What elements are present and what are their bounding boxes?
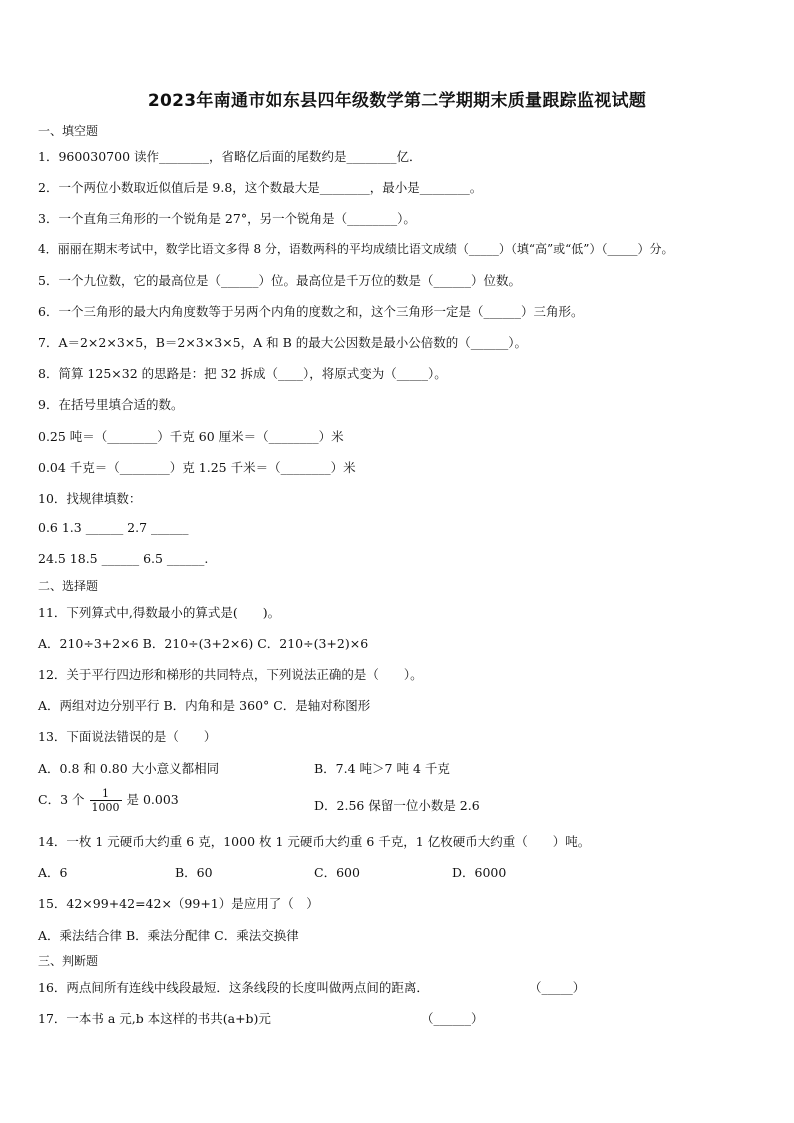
question-12-options: A．两组对边分别平行 B．内角和是 360° C．是轴对称图形: [38, 698, 371, 713]
question-3: 3．一个直角三角形的一个锐角是 27°，另一个锐角是（________）。: [38, 211, 416, 226]
question-14-option-b: B．60: [175, 865, 213, 880]
question-14-option-c: C．600: [314, 865, 360, 880]
question-10-row-1: 0.6 1.3 ______ 2.7 ______: [38, 520, 189, 535]
question-14: 14．一枚 1 元硬币大约重 6 克，1000 枚 1 元硬币大约重 6 千克，1 亿枚硬币大约重（ ）吨。: [38, 834, 591, 849]
question-9-row-1: 0.25 吨＝（________）千克 60 厘米＝（________）米: [38, 429, 344, 444]
question-10: 10．找规律填数：: [38, 491, 142, 506]
question-13-option-b: B．7.4 吨＞7 吨 4 千克: [314, 761, 450, 776]
question-10-row-2: 24.5 18.5 ______ 6.5 ______.: [38, 551, 209, 566]
question-13: 13．下面说法错误的是（ ）: [38, 729, 217, 744]
question-13-option-d: D．2.56 保留一位小数是 2.6: [314, 798, 480, 813]
question-12: 12．关于平行四边形和梯形的共同特点，下列说法正确的是（ ）。: [38, 667, 423, 682]
question-15: 15．42×99+42=42×（99+1）是应用了（ ）: [38, 896, 319, 911]
fraction-denominator: 1000: [91, 801, 120, 814]
question-6: 6．一个三角形的最大内角度数等于另两个内角的度数之和，这个三角形一定是（______）三角形。: [38, 304, 584, 319]
question-7: 7．A＝2×2×3×5，B＝2×3×3×5，A 和 B 的最大公因数是最小公倍数的（______）。: [38, 335, 528, 350]
page-title: 2023年南通市如东县四年级数学第二学期期末质量跟踪监视试题: [147, 91, 647, 111]
section-heading-fill-blank: 一、填空题: [38, 124, 99, 138]
question-16: 16．两点间所有连线中线段最短．这条线段的长度叫做两点间的距离．: [38, 980, 429, 995]
question-13-option-a: A．0.8 和 0.80 大小意义都相同: [38, 761, 220, 776]
section-heading-choice: 二、选择题: [38, 579, 99, 593]
question-13-option-c: [38, 787, 179, 814]
fraction-numerator: 1: [102, 787, 109, 800]
question-1: 1．960030700 读作________，省略亿后面的尾数约是________亿．: [38, 149, 422, 164]
question-14-option-a: A．6: [38, 865, 68, 880]
question-9: 9．在括号里填合适的数。: [38, 397, 184, 412]
question-17: 17．一本书 a 元,b 本这样的书共(a+b)元: [38, 1011, 271, 1026]
question-5: 5．一个九位数，它的最高位是（______）位。最高位是千万位的数是（______）位数。: [38, 273, 521, 288]
question-16-answer-blank: （_____）: [529, 980, 586, 995]
option-c-suffix: 是 0.003: [126, 792, 179, 807]
question-15-options: A．乘法结合律 B．乘法分配律 C．乘法交换律: [38, 928, 299, 943]
question-8: 8．简算 125×32 的思路是：把 32 拆成（____），将原式变为（_____）。: [38, 366, 447, 381]
question-4: 4．丽丽在期末考试中，数学比语文多得 8 分，语数两科的平均成绩比语文成绩（_____）（填“高”或“低”）（_____）分。: [38, 242, 674, 256]
question-17-answer-blank: （______）: [421, 1011, 484, 1026]
option-c-prefix: C．3 个: [38, 792, 85, 807]
question-11: 11．下列算式中,得数最小的算式是( )。: [38, 605, 281, 620]
question-2: 2．一个两位小数取近似值后是 9.8，这个数最大是________，最小是________。: [38, 180, 483, 195]
fraction: [90, 787, 122, 814]
section-heading-judgement: 三、判断题: [38, 954, 99, 968]
question-11-options: A．210÷3+2×6 B．210÷(3+2×6) C．210÷(3+2)×6: [38, 636, 369, 651]
question-14-option-d: D．6000: [452, 865, 507, 880]
question-9-row-2: 0.04 千克＝（________）克 1.25 千米＝（________）米: [38, 460, 356, 475]
